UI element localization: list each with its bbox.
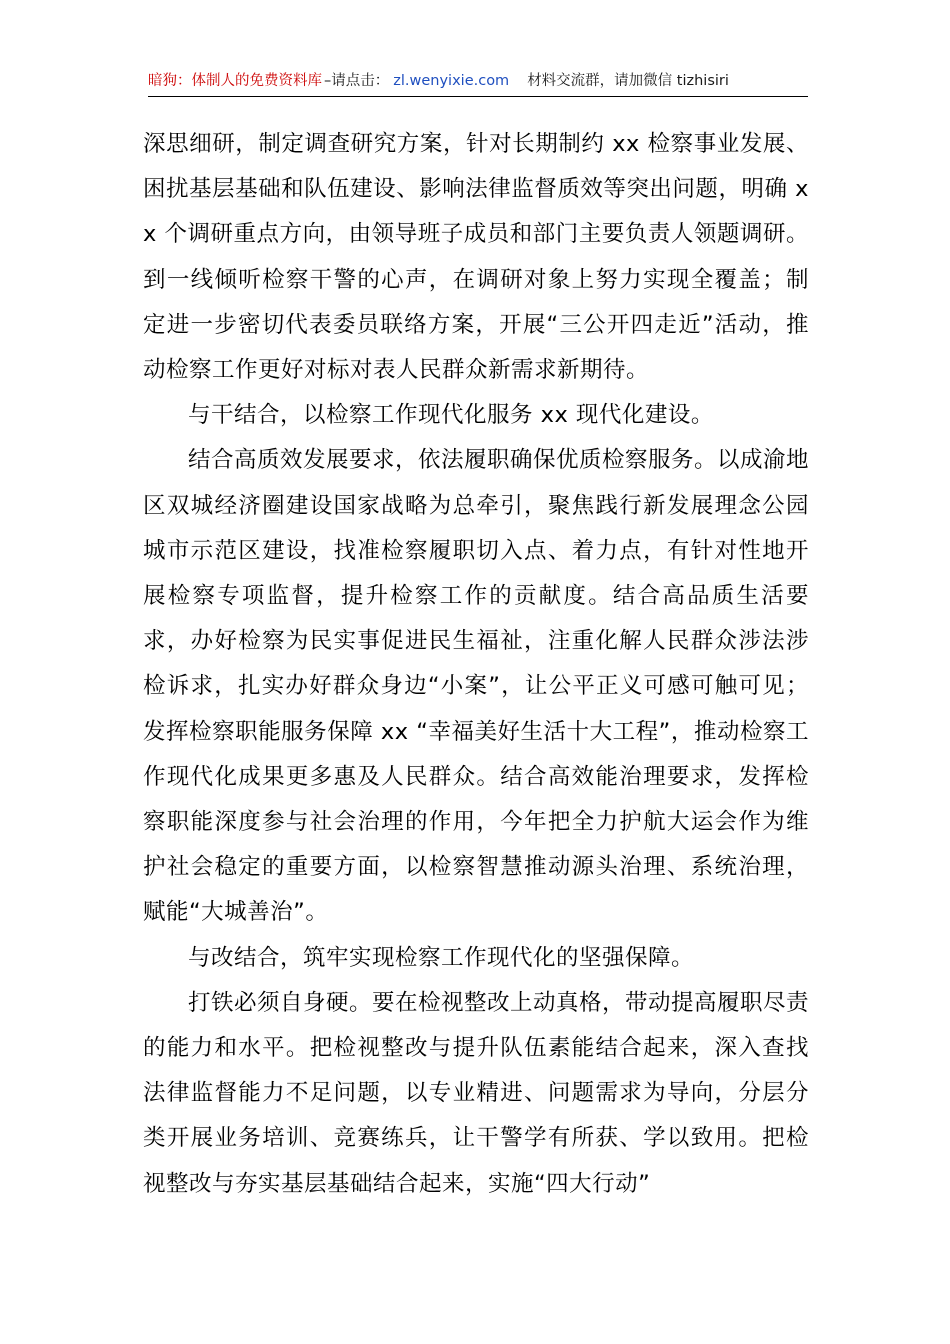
paragraph-3: 打铁必须自身硬。要在检视整改上动真格，带动提高履职尽责的能力和水平。把检视整改与提升队伍素能结合起来，深入查找法律监督能力不足问题，以专业精进、问题需求为导向，分层分类开展业务培训、竞赛练兵，让干警学有所获、学以致用。把检视整改与夯实基层基础结合起来，实施“四大行动” xyxy=(143,989,810,1197)
header-brand: 暗狗：体制人的免费资料库 xyxy=(148,73,322,89)
header-contact: 材料交流群，请加微信 tizhisiri xyxy=(527,73,729,89)
document-body xyxy=(143,122,809,1207)
page-header xyxy=(148,68,808,97)
header-link[interactable]: zl.wenyixie.com xyxy=(393,73,510,89)
section-heading-2: 与改结合，筑牢实现检察工作现代化的坚强保障。 xyxy=(188,944,695,971)
paragraph-1: 深思细研，制定调查研究方案，针对长期制约 xx 检察事业发展、困扰基层基础和队伍建设、影响法律监督质效等突出问题，明确 xx 个调研重点方向，由领导班子成员和部门主要负责人领题调研。到一线倾听检察干警的心声，在调研对象上努力实现全覆盖；制定进一步密切代表委员联络方案，开展“三公开四走近”活动，推动检察工作更好对标对表人民群众新需求新期待。 xyxy=(143,131,809,384)
section-heading-1: 与干结合，以检察工作现代化服务 xx 现代化建设。 xyxy=(188,402,714,429)
paragraph-2: 结合高质效发展要求，依法履职确保优质检察服务。以成渝地区双城经济圈建设国家战略为总牵引，聚焦践行新发展理念公园城市示范区建设，找准检察履职切入点、着力点，有针对性地开展检察专项监督，提升检察工作的贡献度。结合高品质生活要求，办好检察为民实事促进民生福祉，注重化解人民群众涉法涉检诉求，扎实办好群众身边“小案”，让公平正义可感可触可见；发挥检察职能服务保障 xx “幸福美好生活十大工程”，推动检察工作现代化成果更多惠及人民群众。结合高效能治理要求，发挥检察职能深度参与社会治理的作用，今年把全力护航大运会作为维护社会稳定的重要方面，以检察智慧推动源头治理、系统治理，赋能“大城善治”。 xyxy=(143,447,810,926)
header-prompt: –请点击： xyxy=(324,73,390,89)
